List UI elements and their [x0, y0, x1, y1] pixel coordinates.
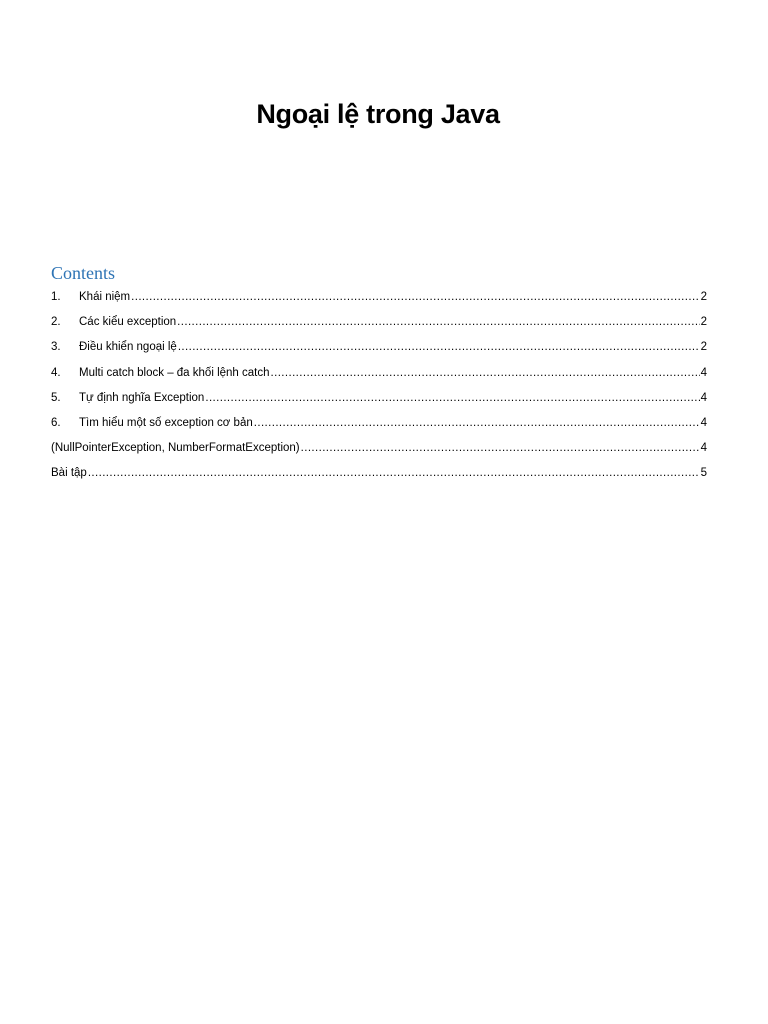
- toc-entry-text: Các kiểu exception: [79, 316, 177, 329]
- toc-heading: Contents: [51, 263, 116, 283]
- toc-entry-text: Khái niệm: [79, 291, 131, 303]
- toc-entry-page: 4: [700, 391, 707, 404]
- toc-dot-leader: [271, 363, 700, 383]
- toc-dot-leader: [177, 312, 699, 332]
- toc-entry-tu-dinh-nghia-exception[interactable]: [51, 388, 707, 413]
- toc-entry-dieu-khien-ngoai-le[interactable]: [51, 337, 707, 362]
- toc-entry-text: (NullPointerException, NumberFormatException): [51, 442, 300, 455]
- toc-entry-number: 4.: [51, 366, 61, 379]
- toc-entry-number: 5.: [51, 391, 61, 404]
- toc-dot-leader: [301, 438, 700, 458]
- document-title: Ngoại lệ trong Java: [256, 99, 500, 129]
- toc-dot-leader: [178, 337, 700, 357]
- toc-entry-page: 5: [700, 467, 707, 480]
- table-of-contents: [51, 287, 707, 489]
- toc-dot-leader: [254, 413, 700, 433]
- toc-entry-text: Tự định nghĩa Exception: [79, 391, 205, 404]
- toc-entry-number: 6.: [51, 416, 61, 429]
- toc-entry-page: 4: [700, 442, 707, 455]
- toc-entry-nullpointer-numberformat[interactable]: [51, 438, 707, 463]
- toc-entry-number: 3.: [51, 341, 61, 354]
- toc-entry-bai-tap[interactable]: [51, 463, 707, 488]
- toc-entry-cac-kieu-exception[interactable]: [51, 312, 707, 337]
- toc-dot-leader: [88, 463, 700, 483]
- toc-entry-tim-hieu-exception-co-ban[interactable]: [51, 413, 707, 438]
- toc-entry-multi-catch-block[interactable]: [51, 363, 707, 388]
- toc-dot-leader: [205, 388, 699, 408]
- toc-entry-page: 4: [700, 366, 707, 379]
- toc-entry-text: Tìm hiểu một số exception cơ bản: [79, 416, 253, 429]
- toc-entry-page: 4: [700, 416, 707, 429]
- toc-entry-text: Bài tập: [51, 467, 87, 480]
- toc-entry-page: 2: [700, 341, 707, 354]
- toc-entry-number: 1.: [51, 291, 61, 303]
- toc-entry-page: 2: [700, 291, 707, 303]
- toc-entry-number: 2.: [51, 316, 61, 329]
- toc-entry-text: Multi catch block – đa khối lệnh catch: [79, 366, 270, 379]
- toc-dot-leader: [131, 287, 699, 307]
- toc-entry-page: 2: [700, 316, 707, 329]
- toc-entry-text: Điều khiển ngoại lệ: [79, 341, 177, 354]
- toc-entry-khai-niem[interactable]: [51, 287, 707, 312]
